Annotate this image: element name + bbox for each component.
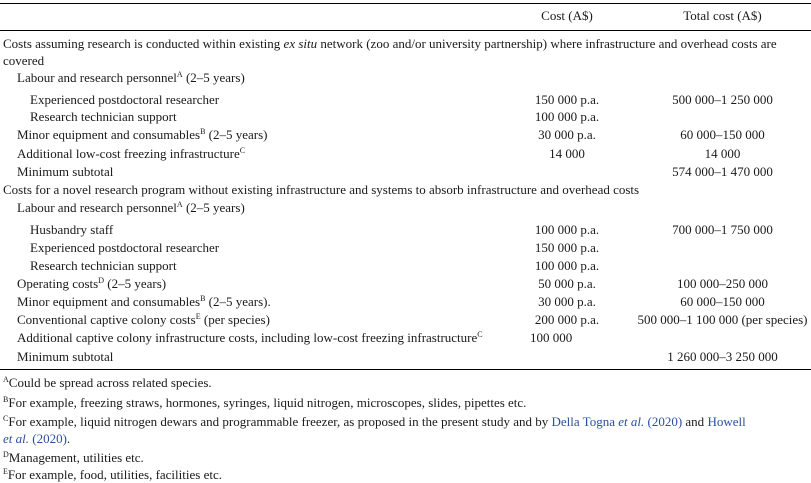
table-row: Minor equipment and consumables$^B$ (2–5 years). 30 000 p.a. 60 000–150 000 <box>17 294 765 309</box>
table-row: Experienced postdoctoral researcher 150 000 p.a. 500 000–1 250 000 <box>30 92 773 107</box>
table-row: Additional low-cost freezing infrastructure$^C$ 14 000 14 000 <box>17 146 741 161</box>
footnote-d: $^D$Management, utilities etc. <box>3 450 144 465</box>
table-row-subtotal: Minimum subtotal 1 260 000–3 250 000 <box>17 349 778 364</box>
table-row-subtotal: Minimum subtotal 574 000–1 470 000 <box>17 164 773 179</box>
table-row: Research technician support 100 000 p.a. <box>30 258 600 273</box>
section2-title: Costs for a novel research program without existing infrastructure and systems to absorb infrastructure and overhead costs <box>3 182 640 197</box>
table-row: Operating costs$^D$ (2–5 years) 50 000 p.a. 100 000–250 000 <box>17 276 768 291</box>
citation-link-della-togna[interactable]: Della Togna et al. (2020) <box>551 414 683 429</box>
table-row: Research technician support 100 000 p.a. <box>30 109 600 124</box>
table-row: Experienced postdoctoral researcher 150 000 p.a. <box>30 240 600 255</box>
table-row: Minor equipment and consumables$^B$ (2–5 years) 30 000 p.a. 60 000–150 000 <box>17 127 765 142</box>
footnote-b: $^B$For example, freezing straws, hormones, syringes, liquid nitrogen, microscopes, slides, pipettes etc. <box>3 395 527 410</box>
footnote-e: $^E$For example, food, utilities, facilities etc. <box>3 467 222 482</box>
header-total-cost: Total cost (A$) <box>683 8 762 23</box>
table-row: Labour and research personnel$^A$ (2–5 years) <box>17 200 245 215</box>
section1-title: Costs assuming research is conducted within existing ex situ network (zoo and/or university partnership) where infrastructure and overhead costs are covered <box>3 36 777 68</box>
top-rule <box>0 3 811 4</box>
bottom-rule <box>0 369 811 370</box>
header-cost: Cost (A$) <box>541 8 593 23</box>
table-row: Conventional captive colony costs$^E$ (per species) 200 000 p.a. 500 000–1 100 000 (per species) <box>17 312 808 327</box>
table-row: Husbandry staff 100 000 p.a. 700 000–1 750 000 <box>30 222 773 237</box>
header-rule <box>0 30 811 31</box>
footnote-a: $^A$Could be spread across related species. <box>3 375 212 390</box>
table-row: Additional captive colony infrastructure costs, including low-cost freezing infrastructure$^C$ 100 000 <box>17 330 573 345</box>
footnote-c: $^C$For example, liquid nitrogen dewars and programmable freezer, as proposed in the present study and by Della Togna et al. (2020) and Howell et al. (2020). <box>3 414 746 446</box>
citation-link-howell[interactable]: Howell et al. (2020) <box>3 414 746 446</box>
table-header <box>0 7 811 24</box>
table-row: Labour and research personnel$^A$ (2–5 years) <box>17 70 245 85</box>
